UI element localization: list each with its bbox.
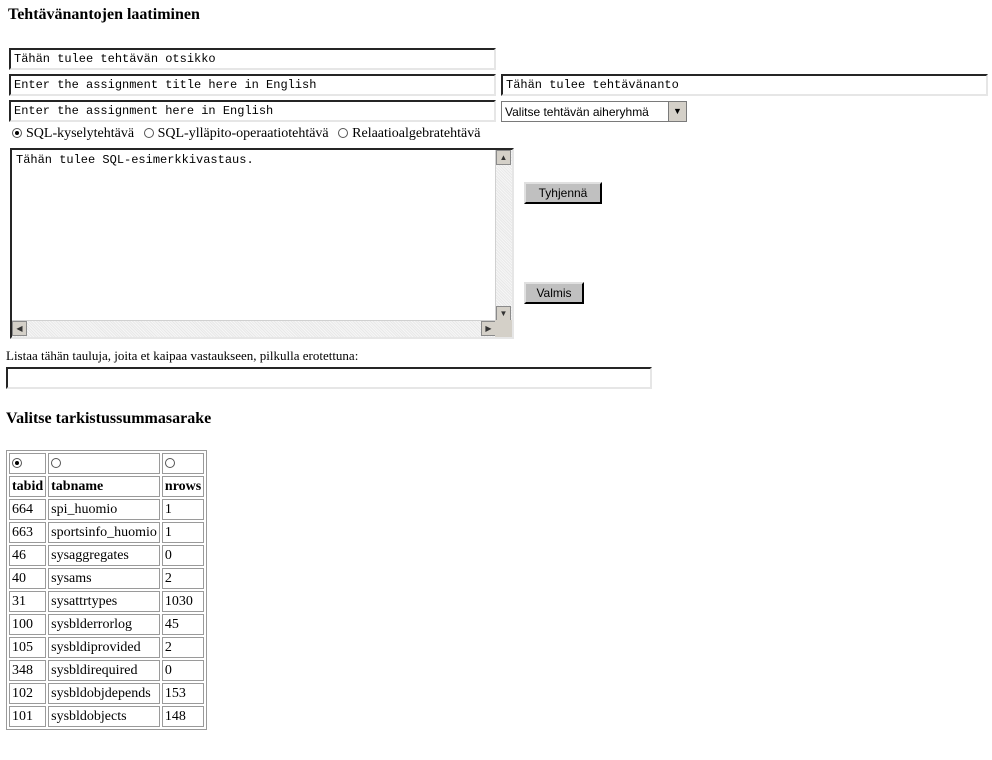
table-cell: 1030: [162, 591, 204, 612]
chevron-down-icon[interactable]: ▼: [668, 102, 686, 121]
scroll-right-icon[interactable]: ▶: [481, 321, 496, 336]
radio-relational-algebra[interactable]: Relaatioalgebratehtävä: [338, 126, 480, 141]
radio-icon[interactable]: [144, 128, 154, 138]
table-cell: 1: [162, 499, 204, 520]
table-row: [9, 706, 204, 727]
table-row: [9, 614, 204, 635]
topic-select-value: Valitse tehtävän aiheryhmä: [505, 105, 649, 119]
table-cell: 46: [9, 545, 46, 566]
table-cell: 148: [162, 706, 204, 727]
table-row: [9, 591, 204, 612]
radio-cell[interactable]: [162, 453, 204, 474]
checksum-table: [6, 450, 207, 730]
table-cell: 102: [9, 683, 46, 704]
checksum-heading: Valitse tarkistussummasarake: [6, 410, 212, 427]
page-title: Tehtävänantojen laatiminen: [8, 6, 200, 23]
table-cell: spi_huomio: [48, 499, 160, 520]
table-cell: 101: [9, 706, 46, 727]
tables-label: Listaa tähän tauluja, joita et kaipaa vastaukseen, pilkulla erotettuna:: [6, 348, 359, 363]
scroll-left-icon[interactable]: ◀: [12, 321, 27, 336]
table-row: [9, 522, 204, 543]
radio-sql-maintenance[interactable]: SQL-ylläpito-operaatiotehtävä: [144, 126, 329, 141]
table-cell: sysbldiprovided: [48, 637, 160, 658]
radio-icon[interactable]: [338, 128, 348, 138]
table-cell: 2: [162, 637, 204, 658]
column-header: tabid: [9, 476, 46, 497]
scroll-down-icon[interactable]: ▼: [496, 306, 511, 321]
table-row: [9, 499, 204, 520]
radio-cell[interactable]: [9, 453, 46, 474]
clear-button[interactable]: Tyhjennä: [524, 182, 602, 204]
table-cell: 105: [9, 637, 46, 658]
table-cell: 0: [162, 660, 204, 681]
radio-selected-icon[interactable]: [12, 128, 22, 138]
table-row: [9, 637, 204, 658]
table-cell: 1: [162, 522, 204, 543]
table-cell: sysattrtypes: [48, 591, 160, 612]
scroll-corner: [495, 320, 512, 337]
task-type-radios: [12, 126, 486, 142]
table-row: [9, 683, 204, 704]
table-row: [9, 660, 204, 681]
table-cell: sysblderrorlog: [48, 614, 160, 635]
title-en-input[interactable]: [9, 74, 496, 96]
radio-selected-icon[interactable]: [12, 458, 22, 468]
table-cell: 153: [162, 683, 204, 704]
table-cell: sysbldobjects: [48, 706, 160, 727]
column-header: tabname: [48, 476, 160, 497]
table-row: [9, 545, 204, 566]
table-cell: sysams: [48, 568, 160, 589]
table-cell: 100: [9, 614, 46, 635]
radio-icon[interactable]: [165, 458, 175, 468]
table-cell: 0: [162, 545, 204, 566]
table-cell: 663: [9, 522, 46, 543]
answer-text: Tähän tulee SQL-esimerkkivastaus.: [16, 153, 254, 167]
table-cell: sysbldobjdepends: [48, 683, 160, 704]
title-fi-input[interactable]: [9, 48, 496, 70]
done-button[interactable]: Valmis: [524, 282, 584, 304]
table-cell: sysbldirequired: [48, 660, 160, 681]
assignment-fi-input[interactable]: [501, 74, 988, 96]
scroll-up-icon[interactable]: ▲: [496, 150, 511, 165]
table-row: [9, 568, 204, 589]
table-cell: 348: [9, 660, 46, 681]
topic-select[interactable]: [501, 101, 687, 122]
horizontal-scrollbar[interactable]: [12, 320, 496, 337]
table-cell: 664: [9, 499, 46, 520]
table-cell: 40: [9, 568, 46, 589]
vertical-scrollbar[interactable]: [495, 150, 512, 321]
table-cell: sportsinfo_huomio: [48, 522, 160, 543]
table-cell: 45: [162, 614, 204, 635]
table-cell: 31: [9, 591, 46, 612]
table-cell: sysaggregates: [48, 545, 160, 566]
radio-cell[interactable]: [48, 453, 160, 474]
table-cell: 2: [162, 568, 204, 589]
radio-row: [9, 453, 204, 474]
header-row: [9, 476, 204, 497]
column-header: nrows: [162, 476, 204, 497]
answer-textarea[interactable]: [10, 148, 514, 339]
assignment-en-input[interactable]: [9, 100, 496, 122]
radio-sql-query[interactable]: SQL-kyselytehtävä: [12, 126, 134, 141]
tables-input[interactable]: [6, 367, 652, 389]
radio-icon[interactable]: [51, 458, 61, 468]
